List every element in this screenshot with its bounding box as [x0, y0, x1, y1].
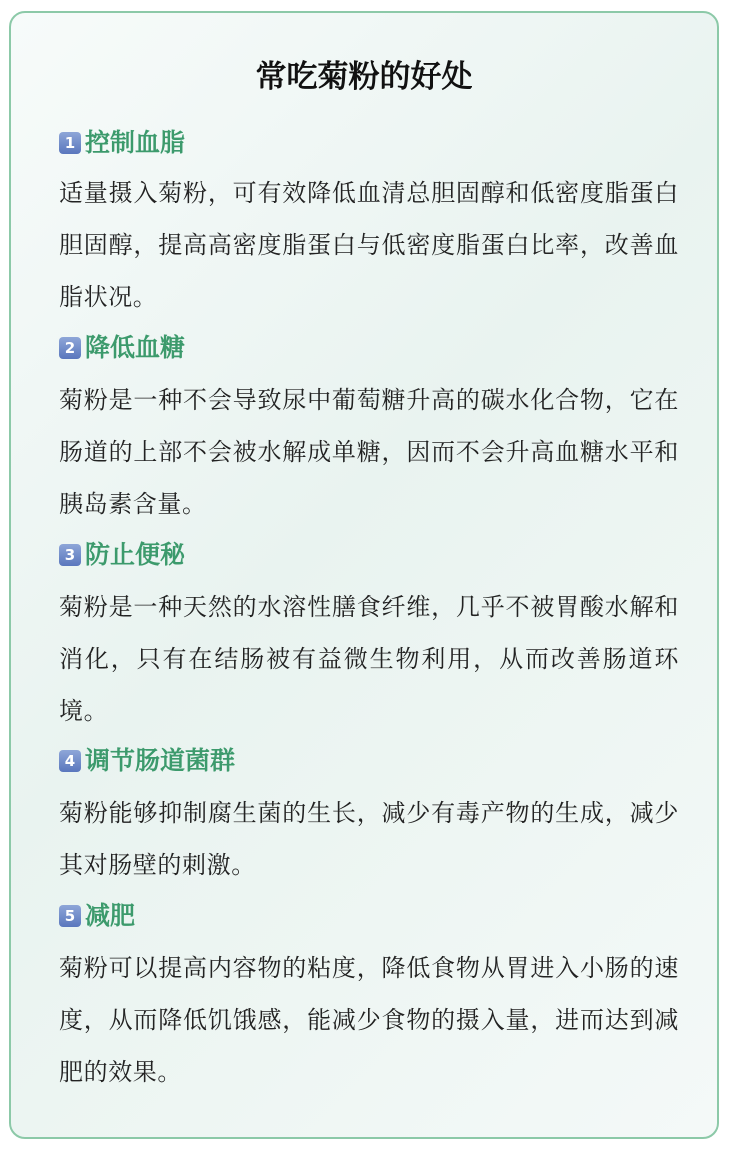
section-title: 减肥 [85, 901, 136, 930]
content-card [9, 11, 719, 1139]
section-title: 控制血脂 [85, 128, 186, 157]
section-heading-5 [59, 899, 135, 933]
section-heading-4 [59, 744, 235, 778]
number-3-icon: 3 [59, 544, 81, 566]
section-body: 菊粉是一种不会导致尿中葡萄糖升高的碳水化合物，它在肠道的上部不会被水解成单糖，因而不会升高血糖水平和胰岛素含量。 [59, 386, 679, 518]
number-2-icon: 2 [59, 337, 81, 359]
number-4-icon: 4 [59, 750, 81, 772]
section-body: 适量摄入菊粉，可有效降低血清总胆固醇和低密度脂蛋白胆固醇，提高高密度脂蛋白与低密度脂蛋白比率，改善血脂状况。 [59, 179, 679, 311]
section-body: 菊粉能够抑制腐生菌的生长，减少有毒产物的生成，减少其对肠壁的刺激。 [59, 799, 679, 879]
section-body: 菊粉是一种天然的水溶性膳食纤维，几乎不被胃酸水解和消化，只有在结肠被有益微生物利用，从而改善肠道环境。 [59, 593, 679, 725]
section-title: 调节肠道菌群 [85, 746, 236, 775]
number-5-icon: 5 [59, 905, 81, 927]
number-1-icon: 1 [59, 132, 81, 154]
section-heading-1 [59, 126, 185, 160]
section-body: 菊粉可以提高内容物的粘度，降低食物从胃进入小肠的速度，从而降低饥饿感，能减少食物的摄入量，进而达到减肥的效果。 [59, 954, 679, 1086]
section-heading-2 [59, 331, 185, 365]
section-heading-3 [59, 538, 185, 572]
section-title: 防止便秘 [85, 540, 186, 569]
page-title: 常吃菊粉的好处 [255, 59, 473, 95]
section-title: 降低血糖 [85, 333, 186, 362]
